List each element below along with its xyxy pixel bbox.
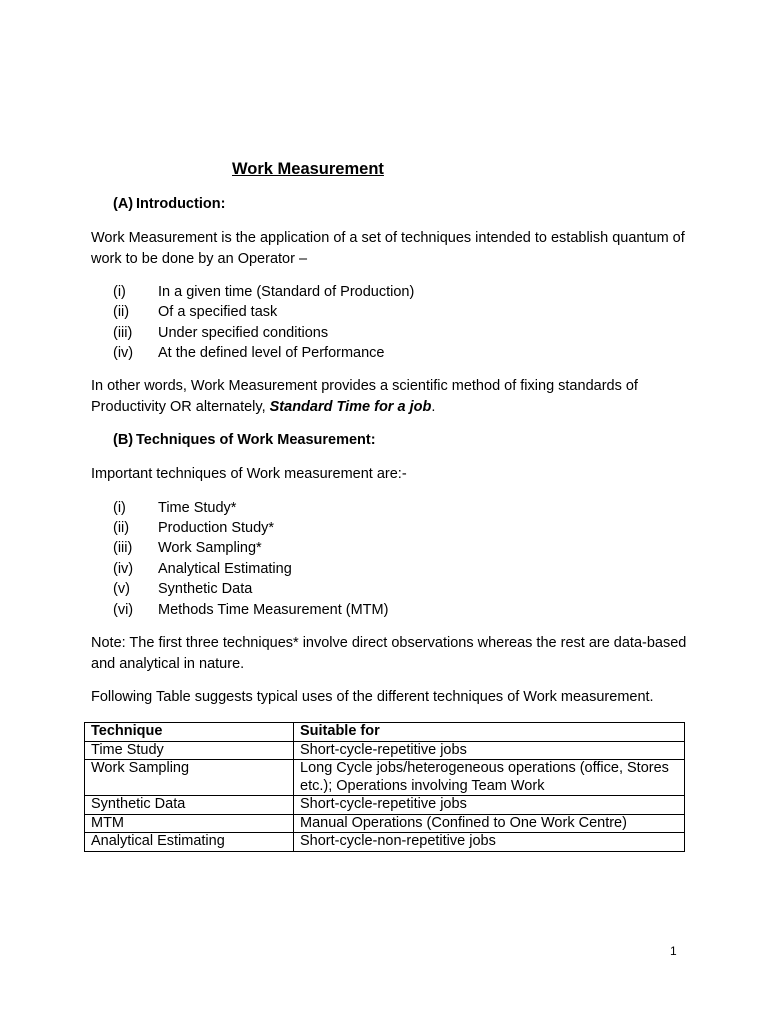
other-words-text: In other words, Work Measurement provides a scientific method of fixing standards of Productivity OR alternately,: [91, 378, 638, 415]
section-b-intro: Important techniques of Work measurement are:-: [91, 466, 407, 482]
list-item-text: Under specified conditions: [158, 325, 329, 341]
page-title: Work Measurement: [232, 160, 384, 178]
list-item-text: Synthetic Data: [158, 581, 253, 597]
section-a-label: (A): [113, 196, 134, 212]
list-item-number: (vi): [113, 602, 134, 618]
page-number: 1: [670, 944, 677, 958]
other-words-suffix: .: [431, 399, 436, 415]
table-cell: Analytical Estimating: [85, 833, 294, 852]
table-cell: Short-cycle-repetitive jobs: [294, 796, 685, 815]
list-item-text: Analytical Estimating: [158, 561, 292, 577]
section-a-heading: [113, 196, 225, 212]
table-row: [85, 760, 685, 796]
table-cell: Synthetic Data: [85, 796, 294, 815]
list-item-text: At the defined level of Performance: [158, 345, 385, 361]
list-item-text: Methods Time Measurement (MTM): [158, 602, 389, 618]
table-cell: Time Study: [85, 741, 294, 760]
list-item-text: Of a specified task: [158, 304, 278, 320]
list-item-text: Work Sampling*: [158, 540, 262, 556]
table-cell: Short-cycle-non-repetitive jobs: [294, 833, 685, 852]
standard-time-emphasis: Standard Time for a job: [269, 399, 432, 415]
list-item-number: (i): [113, 500, 126, 516]
note-paragraph: Note: The first three techniques* involve direct observations whereas the rest are data-based and analytical in nature.: [91, 635, 687, 672]
section-b-heading: [113, 432, 376, 448]
list-item-text: Time Study*: [158, 500, 237, 516]
list-item-number: (iii): [113, 540, 133, 556]
table-header-technique: Technique: [85, 723, 294, 742]
table-cell: Work Sampling: [85, 760, 294, 796]
list-item-number: (ii): [113, 304, 130, 320]
list-item-number: (v): [113, 581, 130, 597]
list-item-number: (iv): [113, 561, 134, 577]
techniques-table: [84, 722, 685, 852]
table-header-row: [85, 723, 685, 742]
table-cell: Short-cycle-repetitive jobs: [294, 741, 685, 760]
table-cell: Manual Operations (Confined to One Work Centre): [294, 814, 685, 833]
section-b-heading-text: Techniques of Work Measurement:: [136, 432, 376, 448]
list-item-text: In a given time (Standard of Production): [158, 284, 415, 300]
other-words-paragraph: [91, 376, 691, 418]
table-row: [85, 741, 685, 760]
table-cell: MTM: [85, 814, 294, 833]
list-item-text: Production Study*: [158, 520, 275, 536]
list-item-number: (iii): [113, 325, 133, 341]
table-row: [85, 796, 685, 815]
section-b-label: (B): [113, 432, 134, 448]
table-row: [85, 833, 685, 852]
table-cell: Long Cycle jobs/heterogeneous operations (office, Stores etc.); Operations involving Team Work: [294, 760, 685, 796]
section-a-intro: Work Measurement is the application of a set of techniques intended to establish quantum of work to be done by an Operator –: [91, 230, 685, 267]
table-header-suitable-for: Suitable for: [294, 723, 685, 742]
list-item-number: (iv): [113, 345, 134, 361]
section-a-heading-text: Introduction:: [136, 196, 226, 212]
list-item-number: (ii): [113, 520, 130, 536]
table-row: [85, 814, 685, 833]
list-item-number: (i): [113, 284, 126, 300]
table-intro: Following Table suggests typical uses of the different techniques of Work measurement.: [91, 689, 654, 705]
